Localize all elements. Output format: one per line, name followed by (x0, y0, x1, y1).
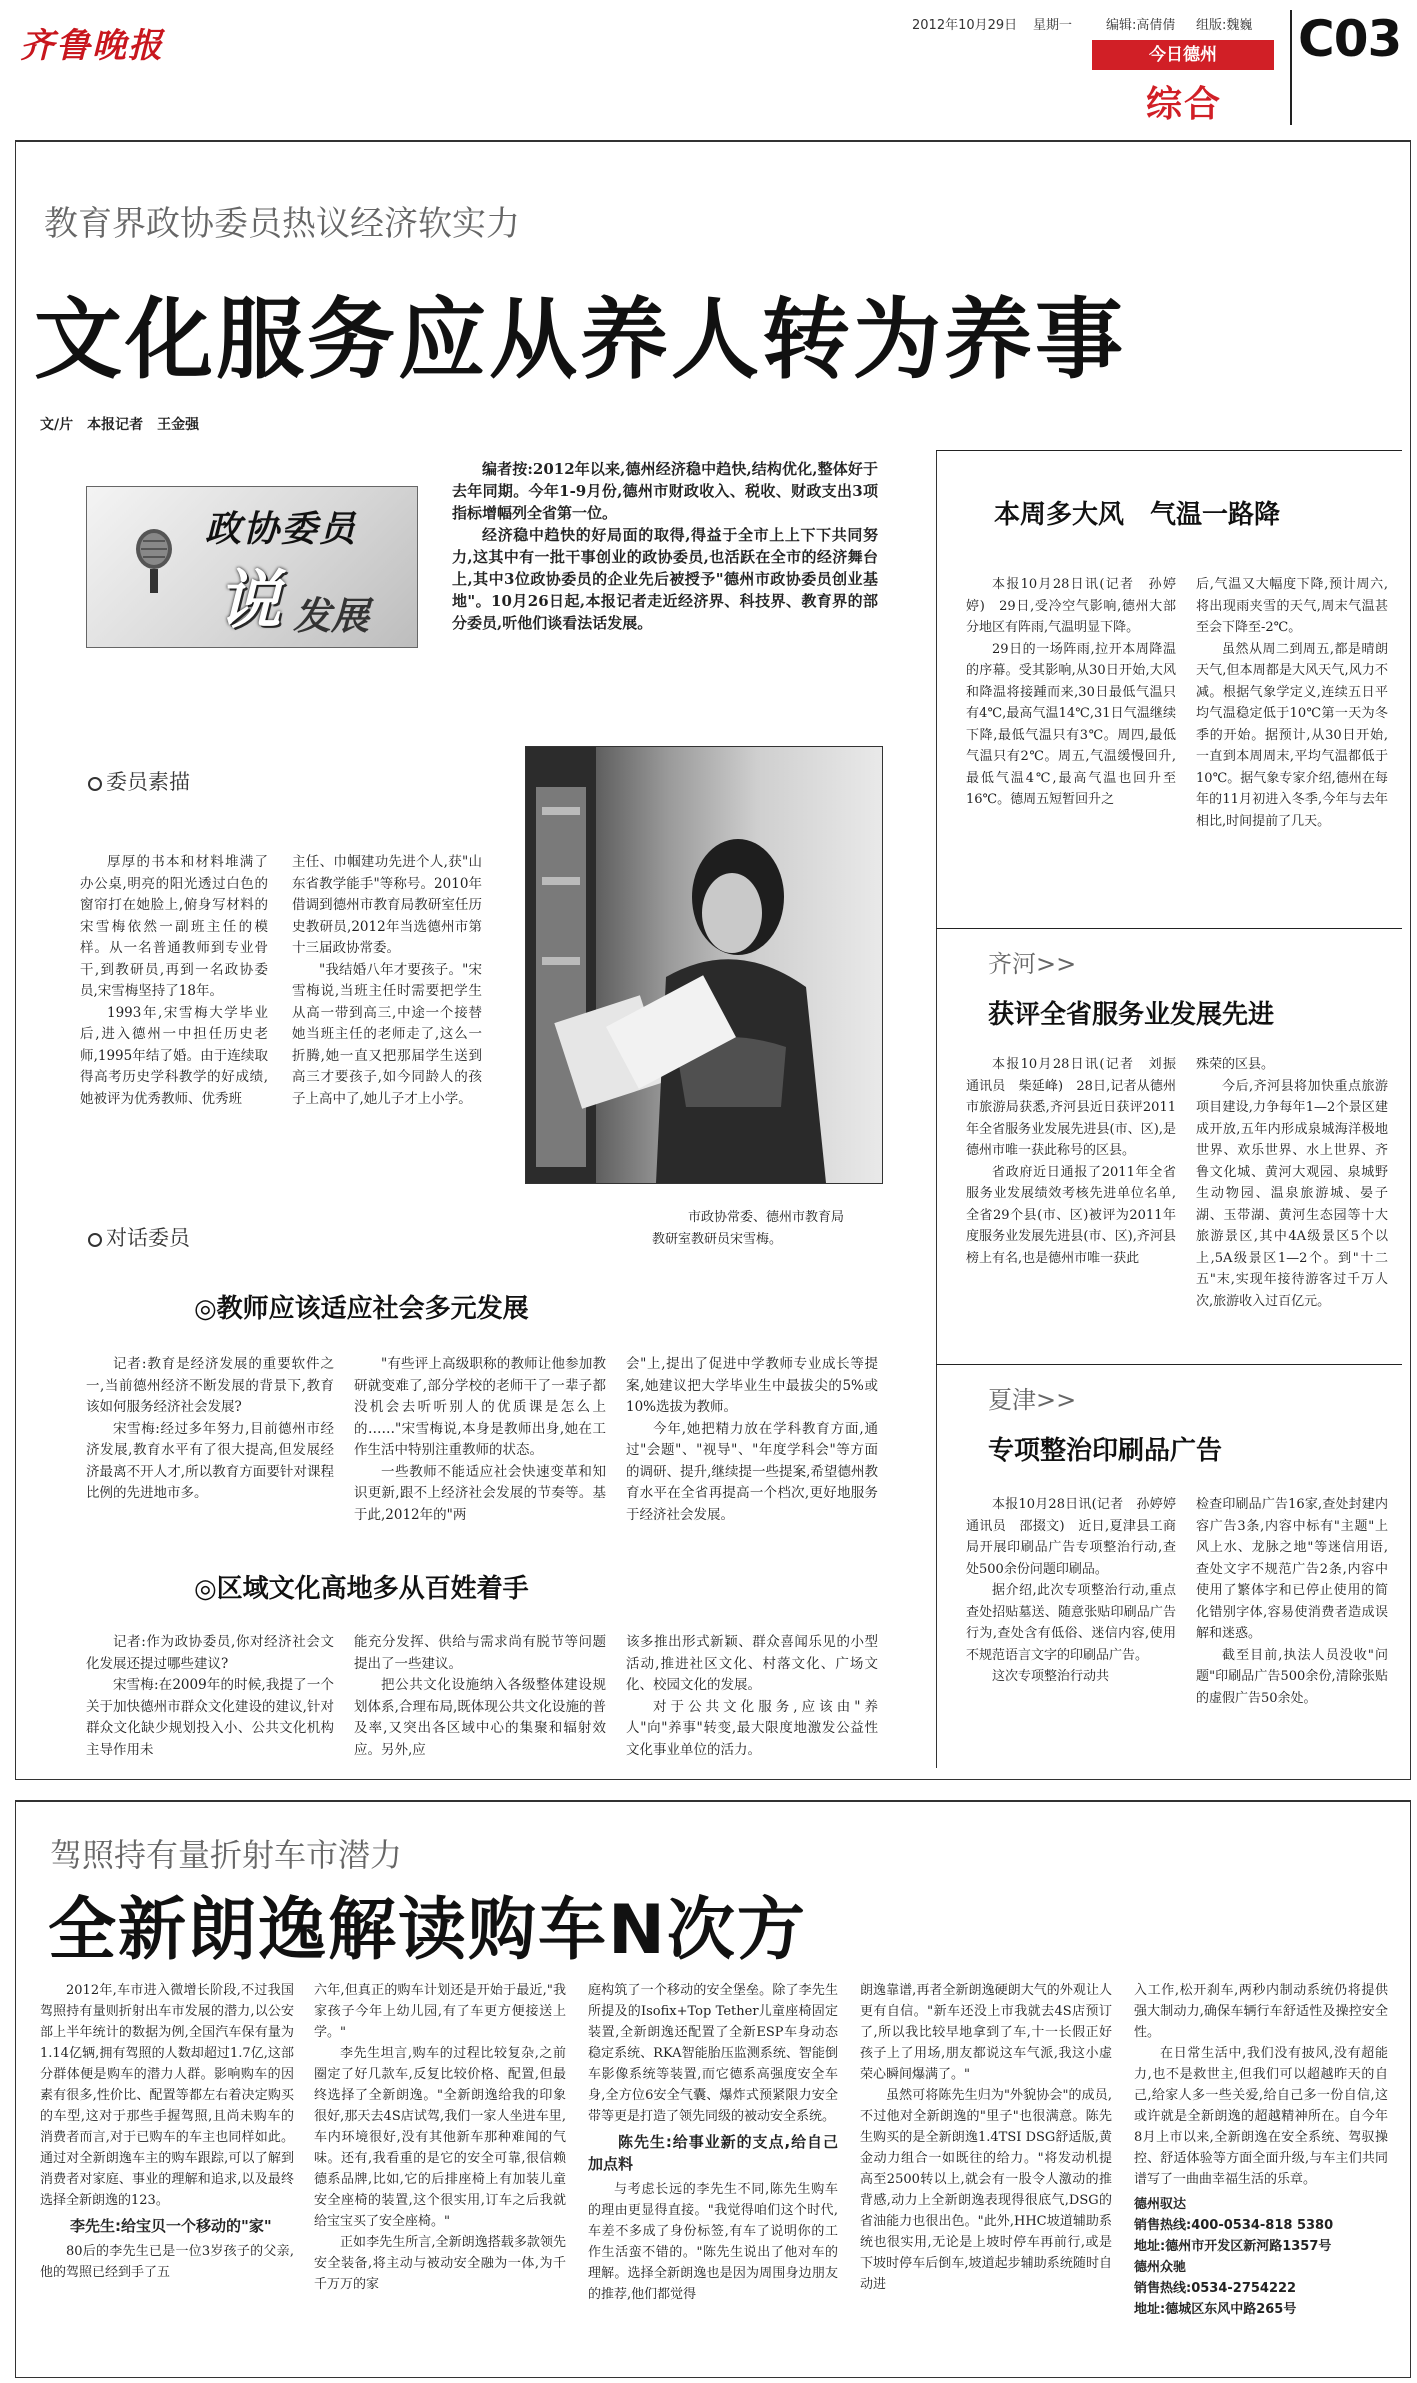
q2-para-5: 该多推出形式新颖、群众喜闻乐见的小型活动,推进社区文化、村落文化、广场文化、校园文化的发展。 (626, 1634, 878, 1693)
sketch-column-1 (80, 852, 268, 1110)
car-column-2 (314, 1980, 566, 2295)
sketch-column-2 (292, 852, 482, 1110)
q1-title: ◎教师应该适应社会多元发展 (194, 1294, 529, 1324)
editor-note (452, 458, 878, 634)
weather-para-4: 虽然从周二到周五,都是晴朗天气,但本周都是大风天气,风力不减。根据气象学定义,连续五日平均气温稳定低于10℃第一天为冬季的开始。据预计,从30日开始,一直到本周周末,平均气温都低于10℃。据气象专家介绍,德州在每年的11月初进入冬季,今年与去年相比,时间提前了几天。 (1196, 641, 1388, 829)
microphone-icon (127, 527, 181, 599)
subhead-dialogue-label: 对话委员 (106, 1226, 190, 1250)
q2-title: ◎区域文化高地多从百姓着手 (194, 1574, 529, 1604)
photo-caption-line-2: 教研室教研员宋雪梅。 (652, 1232, 783, 1247)
right-rule-2 (936, 928, 1402, 929)
qihe-para-2: 省政府近日通报了2011年全省服务业发展绩效考核先进单位名单,全省29个县(市、区)被评为2011年度服务业发展先进县(市、区),齐河县榜上有名,也是德州市唯一获此 (966, 1164, 1176, 1266)
car-para-6: 庭构筑了一个移动的安全堡垒。除了李先生所提及的Isofix+Top Tether儿童座椅固定装置,全新朗逸还配置了全新ESP车身动态稳定系统、RKA智能胎压监测系统、智能倒车影像系统等装置,而它德系高强度安全车身,全方位6安全气囊、爆炸式预紧限力安全带等更是打造了领先同级的被动安全系统。 (588, 1983, 838, 2124)
main-kicker: 教育界政协委员热议经济软实力 (44, 204, 520, 244)
xiajin-para-5: 截至目前,执法人员没收"问题"印刷品广告500余份,清除张贴的虚假广告50余处。 (1196, 1647, 1388, 1706)
qihe-title: 获评全省服务业发展先进 (988, 1000, 1275, 1030)
q2-para-4: 把公共文化设施纳入各级整体建设规划体系,合理布局,既体现公共文化设施的普及率,又突出各区域中心的集聚和辐射效应。另外,应 (354, 1677, 606, 1758)
masthead-divider (1290, 10, 1292, 125)
q2-column-1 (86, 1632, 334, 1761)
dealer-hotline-2: 销售热线:0534-2754222 (1134, 2281, 1297, 2296)
issue-weekday: 星期一 (1033, 18, 1073, 33)
q1-column-2 (354, 1354, 606, 1526)
sketch-para-1: 厚厚的书本和材料堆满了办公桌,明亮的阳光透过白色的窗帘打在她脸上,俯身写材料的宋雪梅依然一副班主任的模样。从一名普通教师到专业骨干,到教研员,再到一名政协委员,宋雪梅坚持了18年。 (80, 854, 268, 999)
dealer-name-2: 德州众驰 (1134, 2260, 1187, 2275)
qihe-para-3: 殊荣的区县。 (1196, 1057, 1275, 1072)
weather-title: 本周多大风 气温一路降 (994, 500, 1281, 530)
car-para-7: 与考虑长远的李先生不同,陈先生购车的理由更显得直接。"我觉得咱们这个时代,车差不多成了身份标签,有车了说明你的工作生活蛮不错的。"陈先生说出了他对车的理解。选择全新朗逸也是因为周围身边朋友的推荐,他们都觉得 (588, 2182, 838, 2302)
car-para-2: 80后的李先生已是一位3岁孩子的父亲,他的驾照已经到手了五 (40, 2244, 294, 2280)
q1-column-3 (626, 1354, 878, 1526)
editor-note-para-1: 编者按:2012年以来,德州经济稳中趋快,结构优化,整体好于去年同期。今年1-9月份,德州市财政收入、税收、财政支出3项指标增幅列全省第一位。 (452, 460, 878, 522)
q1-para-5: 会"上,提出了促进中学教师专业成长等提案,她建议把大学毕业生中最拔尖的5%或10%选拔为教师。 (626, 1356, 878, 1415)
q2-column-2 (354, 1632, 606, 1761)
q2-para-1: 记者:作为政协委员,你对经济社会文化发展还提过哪些建议? (86, 1634, 334, 1672)
car-para-4: 李先生坦言,购车的过程比较复杂,之前圈定了好几款车,反复比较价格、配置,但最终选择了全新朗逸。"全新朗逸给我的印象很好,那天去4S店试驾,我们一家人坐进车里,车内环境很好,没有其他新车那种难闻的气味。还有,我看重的是它的安全可靠,很信赖德系品牌,比如,它的后排座椅上有加装儿童安全座椅的装置,这个很实用,订车之后我就给宝宝买了安全座椅。" (314, 2046, 566, 2229)
subhead-sketch (88, 766, 190, 796)
car-para-9: 虽然可将陈先生归为"外貌协会"的成员,不过他对全新朗逸的"里子"也很满意。陈先生购买的是全新朗逸1.4TSI DSG舒适版,黄金动力组合一如既往的给力。"将发动机提高至2500转以上,就会有一股令人激动的推背感,动力上全新朗逸表现得很底气,DSG的省油能力也很出色。"此外,HHC坡道辅助系统也很实用,无论是上坡时停车再前行,或是下坡时停车后倒车,坡道起步辅助系统随时自动进 (860, 2088, 1112, 2292)
car-subhead-2: 陈先生:给事业新的支点,给自己加点料 (588, 2133, 838, 2173)
main-headline: 文化服务应从养人转为养事 (34, 288, 1127, 391)
subhead-sketch-label: 委员素描 (106, 770, 190, 794)
q2-para-6: 对于公共文化服务,应该由"养人"向"养事"转变,最大限度地激发公益性文化事业单位的活力。 (626, 1698, 878, 1758)
page-number: C03 (1298, 10, 1402, 68)
editor-note-para-2: 经济稳中趋快的好局面的取得,得益于全市上上下下共同努力,这其中有一批干事创业的政协委员,也活跃在全市的经济舞台上,其中3位政协委员的企业先后被授予"德州市政协委员创业基地"。10月26日起,本报记者走近经济界、科技界、教育界的部分委员,听他们谈看法话发展。 (452, 526, 878, 632)
column-logo (86, 486, 418, 648)
car-column-4 (860, 1980, 1112, 2295)
subhead-dialogue (88, 1222, 190, 1252)
section-tag: 今日德州 (1092, 40, 1274, 70)
qihe-tag: 齐河>> (988, 950, 1077, 978)
column-logo-text-3: 发展 (293, 594, 370, 638)
car-column-1 (40, 1980, 294, 2283)
photo-caption-line-1: 市政协常委、德州市教育局 (688, 1210, 845, 1225)
xiajin-tag: 夏津>> (988, 1386, 1077, 1414)
portrait-figure-graphic (526, 747, 882, 1183)
weather-para-1: 本报10月28日讯(记者 孙婷婷) 29日,受冷空气影响,德州大部分地区有阵雨,气温明显下降。 (966, 577, 1176, 635)
page-editor: 编辑:高倩倩 (1106, 18, 1176, 33)
car-subhead-1: 李先生:给宝贝一个移动的"家" (70, 2217, 272, 2235)
weather-column-1 (966, 574, 1176, 811)
right-column-divider (936, 450, 937, 1768)
main-byline: 文/片 本报记者 王金强 (40, 417, 200, 433)
issue-date: 2012年10月29日 (912, 18, 1018, 33)
xiajin-para-3: 这次专项整治行动共 (992, 1669, 1110, 1684)
q1-para-1: 记者:教育是经济发展的重要软件之一,当前德州经济不断发展的背景下,教育该如何服务经济社会发展? (86, 1356, 334, 1415)
q1-para-4: 一些教师不能适应社会快速变革和知识更新,跟不上经济社会发展的节奏等。基于此,2012年的"两 (354, 1463, 606, 1523)
xiajin-para-2: 据介绍,此次专项整治行动,重点查处招贴墓送、随意张贴印刷品广告行为,查处含有低俗、迷信内容,使用不规范语言文字的印刷品广告。 (966, 1583, 1176, 1663)
car-para-10: 入工作,松开刹车,两秒内制动系统仍将提供强大制动力,确保车辆行车舒适性及操控安全性。 (1134, 1983, 1388, 2040)
portrait-photo (525, 746, 883, 1184)
xiajin-title: 专项整治印刷品广告 (988, 1436, 1223, 1466)
right-rule-3 (936, 1364, 1402, 1365)
masthead (0, 0, 1417, 140)
column-logo-text-1: 政协委员 (205, 509, 358, 550)
q2-para-2: 宋雪梅:在2009年的时候,我提了一个关于加快德州市群众文化建设的建议,针对群众文化缺少规划投入小、公共文化机构主导作用未 (86, 1677, 334, 1758)
xiajin-column-1 (966, 1494, 1190, 1688)
xiajin-para-1: 本报10月28日讯(记者 孙婷婷 通讯员 邵掇文) 近日,夏津县工商局开展印刷品广告专项整治行动,查处500余份问题印刷品。 (966, 1497, 1190, 1577)
q1-column-1 (86, 1354, 334, 1505)
q1-para-3: "有些评上高级职称的教师让他参加教研就变难了,部分学校的老师干了一辈子都没机会去听听别人的优质课是怎么上的……"宋雪梅说,本身是教师出身,她在工作生活中特别注重教师的状态。 (354, 1356, 606, 1458)
xiajin-column-2 (1196, 1494, 1388, 1709)
car-para-5: 正如李先生所言,全新朗逸搭载多款领先安全装备,将主动与被动安全融为一体,为千千万万的家 (314, 2235, 566, 2292)
car-column-5 (1134, 1980, 1388, 2320)
column-logo-text-2: 说 (217, 564, 281, 638)
page-designer: 组版:魏巍 (1196, 18, 1253, 33)
weather-para-3: 后,气温又大幅度下降,预计周六,将出现雨夹雪的天气,周末气温甚至会下降至-2℃。 (1196, 577, 1388, 635)
car-para-1: 2012年,车市进入微增长阶段,不过我国驾照持有量则折射出车市发展的潜力,以公安部上半年统计的数据为例,全国汽车保有量为1.14亿辆,拥有驾照的人数却超过1.7亿,这部分群体便是购车的潜力人群。影响购车的因素有很多,性价比、配置等都左右着决定购买的车型,这对于那些手握驾照,且尚未购车的消费者而言,对于已购车的车主也同样如此。通过对全新朗逸车主的购车跟踪,可以了解到消费者对家庭、事业的理解和追求,以及最终选择全新朗逸的123。 (40, 1983, 294, 2208)
xiajin-para-4: 检查印刷品广告16家,查处封建内容广告3条,内容中标有"主题"上风上水、龙脉之地"等迷信用语,查处文字不规范广告2条,内容中使用了繁体字和已停止使用的简化错别字体,容易使消费者造成误解和迷惑。 (1196, 1497, 1388, 1641)
section-title: 综合 (1146, 84, 1223, 125)
car-kicker: 驾照持有量折射车市潜力 (50, 1836, 403, 1874)
dealer-address-2: 地址:德城区东风中路265号 (1134, 2302, 1297, 2317)
dealer-info (1134, 2194, 1388, 2320)
qihe-para-1: 本报10月28日讯(记者 刘振 通讯员 柴延峰) 28日,记者从德州市旅游局获悉,齐河县近日获评2011年全省服务业发展先进县(市、区),是德州市唯一获此称号的区县。 (966, 1057, 1190, 1158)
q1-para-2: 宋雪梅:经过多年努力,目前德州市经济发展,教育水平有了很大提高,但发展经济最离不开人才,所以教育方面要针对课程比例的先进地市多。 (86, 1420, 334, 1501)
car-para-11: 在日常生活中,我们没有披风,没有超能力,也不是救世主,但我们可以超越昨天的自己,给家人多一些关爱,给自己多一份自信,这或许就是全新朗逸的超越精神所在。自今年8月上市以来,全新朗逸在安全系统、驾驭操控、舒适体验等方面全面升级,与车主们共同谱写了一曲曲幸福生活的乐章。 (1134, 2046, 1388, 2187)
qihe-column-2 (1196, 1054, 1388, 1312)
section-bullet-icon (88, 1233, 102, 1247)
car-headline: 全新朗逸解读购车N次方 (48, 1891, 807, 1970)
weather-column-2 (1196, 574, 1388, 832)
weather-para-2: 29日的一场阵雨,拉开本周降温的序幕。受其影响,从30日开始,大风和降温将接踵而来,30日最低气温只有4℃,最高气温14℃,31日气温继续下降,最低气温只有3℃。周四,最低气温只有2℃。周五,气温缓慢回升,最低气温4℃,最高气温也回升至16℃。德周五短暂回升之 (966, 641, 1176, 807)
car-para-3: 六年,但真正的购车计划还是开始于最近,"我家孩子今年上幼儿园,有了车更方便接送上学。" (314, 1983, 566, 2040)
car-para-8: 朗逸靠谱,再者全新朗逸硬朗大气的外观让人更有自信。"新车还没上市我就去4S店预订了,所以我比较早地拿到了车,十一长假正好孩子上了用场,朋友都说这车气派,我这小虚荣心瞬间爆满了。" (860, 1983, 1112, 2082)
dealer-hotline-1: 销售热线:400-0534-818 5380 (1134, 2218, 1334, 2233)
dealer-address-1: 地址:德州市开发区新河路1357号 (1134, 2239, 1332, 2254)
q1-para-6: 今年,她把精力放在学科教育方面,通过"会题"、"视导"、"年度学科会"等方面的调研、提升,继续提一些提案,希望德州教育水平在全省再提高一个档次,更好地服务于经济社会发展。 (626, 1420, 878, 1523)
section-bullet-icon (88, 777, 102, 791)
right-top-rule (936, 450, 1402, 451)
sketch-para-2: 1993年,宋雪梅大学毕业后,进入德州一中担任历史老师,1995年结了婚。由于连续取得高考历史学科教学的好成绩,她被评为优秀教师、优秀班 (80, 1004, 268, 1107)
qihe-para-4: 今后,齐河县将加快重点旅游项目建设,力争每年1—2个景区建成开放,五年内形成泉城海洋极地世界、欢乐世界、水上世界、齐鲁文化城、黄河大观园、泉城野生动物园、温泉旅游城、晏子湖、玉带湖、黄河生态园等十大旅游景区,其中4A级景区5个以上,5A级景区1—2个。到"十二五"末,实现年接待游客过千万人次,旅游收入过百亿元。 (1196, 1078, 1388, 1309)
newspaper-logo: 齐鲁晚报 (20, 26, 164, 66)
q2-column-3 (626, 1632, 878, 1761)
sketch-para-3: 主任、巾帼建功先进个人,获"山东省教学能手"等称号。2010年借调到德州市教育局教研室任历史教研员,2012年当选德州市第十三届政协常委。 (292, 854, 482, 956)
sketch-para-4: "我结婚八年才要孩子。"宋雪梅说,当班主任时需要把学生从高一带到高三,中途一个接替她当班主任的老师走了,这么一折腾,她一直又把那届学生送到高三才要孩子,如今同龄人的孩子上高中了,她儿子才上小学。 (292, 961, 482, 1107)
dealer-name-1: 德州驭达 (1134, 2197, 1187, 2212)
car-column-3 (588, 1980, 838, 2305)
q2-para-3: 能充分发挥、供给与需求尚有脱节等问题提出了一些建议。 (354, 1634, 606, 1672)
qihe-column-1 (966, 1054, 1190, 1269)
